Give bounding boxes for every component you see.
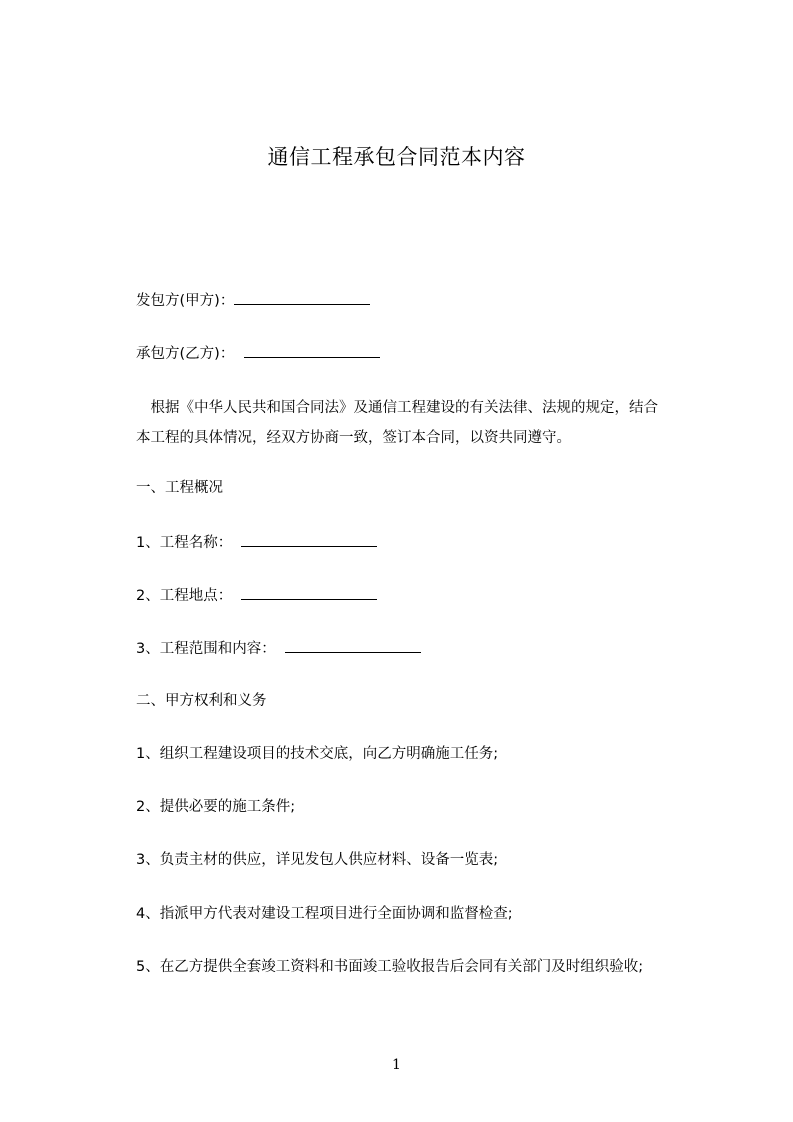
project-scope-label: 3、工程范围和内容： <box>136 641 276 657</box>
party-a-label: 发包方(甲方)： <box>136 293 235 309</box>
project-name-blank <box>241 532 377 547</box>
project-scope-blank <box>285 638 421 653</box>
party-b-blank <box>244 343 380 358</box>
intro-line-2: 本工程的具体情况，经双方协商一致，签订本合同，以资共同遵守。 <box>136 430 571 446</box>
document-title: 通信工程承包合同范本内容 <box>267 145 526 169</box>
page-number: 1 <box>392 1057 401 1073</box>
section-1-heading: 一、工程概况 <box>136 480 223 496</box>
intro-paragraph <box>136 393 660 453</box>
party-a-duty-5: 5、在乙方提供全套竣工资料和书面竣工验收报告后会同有关部门及时组织验收; <box>136 959 644 975</box>
project-location-label: 2、工程地点： <box>136 588 233 604</box>
project-name-line <box>136 532 377 553</box>
party-a-line <box>136 290 370 311</box>
party-a-duty-3: 3、负责主材的供应，详见发包人供应材料、设备一览表; <box>136 852 499 868</box>
party-a-blank <box>234 290 370 305</box>
project-location-blank <box>241 585 377 600</box>
project-name-label: 1、工程名称： <box>136 535 233 551</box>
party-a-duty-1: 1、组织工程建设项目的技术交底，向乙方明确施工任务; <box>136 746 499 762</box>
project-scope-line <box>136 638 421 659</box>
intro-line-1: 根据《中华人民共和国合同法》及通信工程建设的有关法律、法规的规定，结合 <box>136 400 658 416</box>
project-location-line <box>136 585 377 606</box>
party-b-line <box>136 343 380 364</box>
party-a-duty-4: 4、指派甲方代表对建设工程项目进行全面协调和监督检查; <box>136 906 513 922</box>
party-a-duty-2: 2、提供必要的施工条件; <box>136 799 296 815</box>
section-2-heading: 二、甲方权利和义务 <box>136 693 267 709</box>
party-b-label: 承包方(乙方)： <box>136 346 235 362</box>
